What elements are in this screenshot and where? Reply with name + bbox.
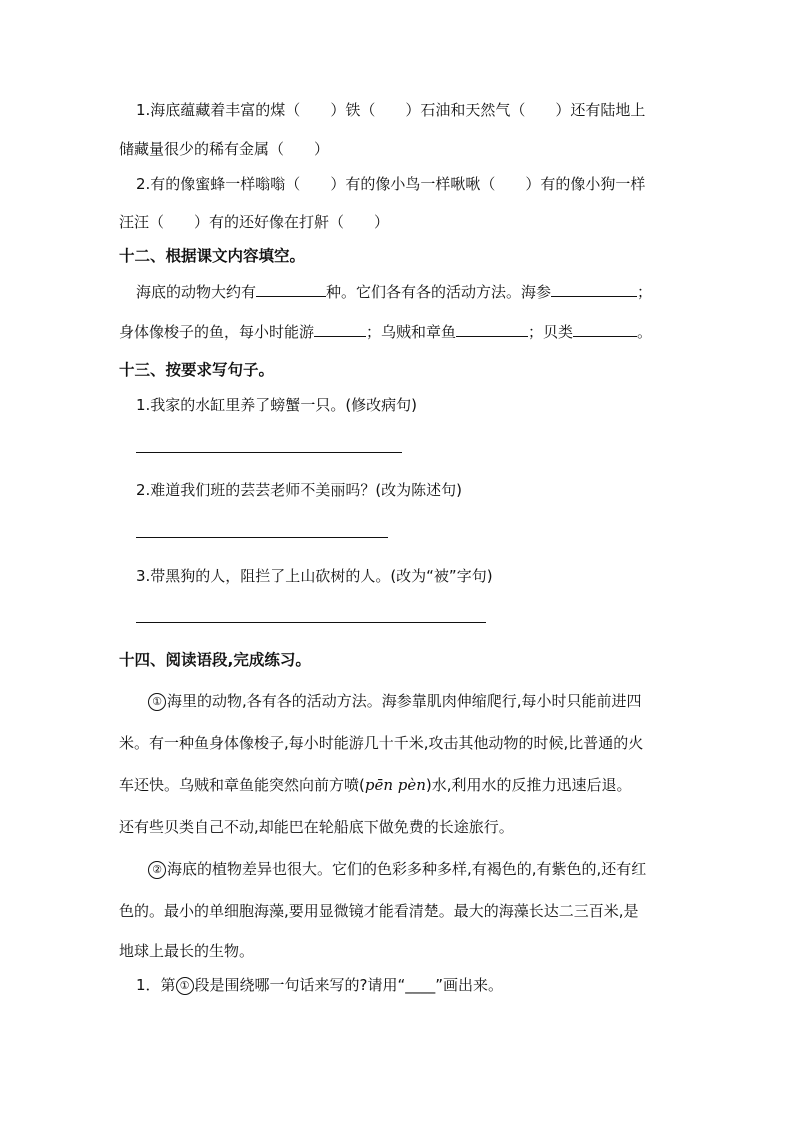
blank-squid-octopus[interactable] — [456, 321, 528, 337]
q12-text-1a: 海底的动物大约有 — [136, 283, 257, 301]
passage-para1-line1 — [148, 691, 642, 711]
q11-2-line2: 汪汪（ ）有的还好像在打鼾（ ） — [119, 213, 390, 231]
q13-3: 3.带黑狗的人，阻拦了上山砍树的人。(改为“被”字句) — [136, 567, 493, 585]
answer-line-q13-1[interactable] — [136, 452, 402, 453]
q14-1 — [136, 975, 503, 995]
passage-para1-line4: 还有些贝类自己不动,却能巴在轮船底下做免费的长途旅行。 — [119, 818, 514, 836]
passage-para2-line3: 地球上最长的生物。 — [119, 942, 255, 960]
passage-para2-line2: 色的。最小的单细胞海藻,要用显微镜才能看清楚。最大的海藻长达二三百米,是 — [119, 902, 639, 920]
q12-text-2b: ；乌贼和章鱼 — [366, 323, 457, 341]
q12-line2 — [119, 321, 652, 342]
q12-line1 — [136, 281, 652, 302]
q13-2: 2.难道我们班的芸芸老师不美丽吗？(改为陈述句) — [136, 481, 463, 499]
blank-animal-count[interactable] — [256, 281, 326, 297]
q12-text-2a: 身体像梭子的鱼，每小时能游 — [119, 323, 315, 341]
para1-line3-text-b: )水,利用水的反推力迅速后退。 — [425, 776, 632, 794]
passage-para1-line2: 米。有一种鱼身体像梭子,每小时能游几十千米,攻击其他动物的时候,比普通的火 — [119, 734, 644, 752]
para2-number: ② — [148, 861, 166, 879]
answer-line-q13-2[interactable] — [136, 537, 388, 538]
blank-shellfish[interactable] — [573, 321, 637, 337]
para1-number: ① — [148, 693, 166, 711]
section-14-heading: 十四、阅读语段,完成练习。 — [119, 651, 311, 669]
q11-2-line1: 2.有的像蜜蜂一样嗡嗡（ ）有的像小鸟一样啾啾（ ）有的像小狗一样 — [136, 175, 646, 193]
q12-text-1c: ； — [637, 283, 653, 301]
q14-1-text-a: 1．第 — [136, 976, 176, 994]
section-13-heading: 十三、按要求写句子。 — [119, 361, 275, 379]
q14-1-text-b: 段是围绕哪一句话来写的?请用“____”画出来。 — [194, 976, 504, 994]
answer-line-q13-3[interactable] — [136, 622, 486, 623]
q12-text-2d: 。 — [637, 323, 653, 341]
q11-1-line1: 1.海底蕴藏着丰富的煤（ ）铁（ ）石油和天然气（ ）还有陆地上 — [136, 101, 646, 119]
q13-1: 1.我家的水缸里养了螃蟹一只。(修改病句) — [136, 396, 418, 414]
q12-text-1b: 种。它们各有各的活动方法。海参 — [326, 283, 552, 301]
pinyin-options: pēn pèn — [364, 776, 426, 794]
q14-1-para-number: ① — [176, 977, 194, 995]
section-12-heading: 十二、根据课文内容填空。 — [119, 247, 306, 265]
passage-para2-line1 — [148, 859, 646, 879]
passage-para1-line3 — [119, 775, 632, 795]
para2-line1-text: 海底的植物差异也很大。它们的色彩多种多样,有褐色的,有紫色的,还有红 — [167, 860, 647, 878]
q12-text-2c: ；贝类 — [528, 323, 574, 341]
blank-sea-cucumber[interactable] — [551, 281, 637, 297]
para1-line1-text: 海里的动物,各有各的活动方法。海参靠肌肉伸缩爬行,每小时只能前进四 — [167, 692, 642, 710]
q11-1-line2: 储藏量很少的稀有金属（ ） — [119, 140, 330, 158]
para1-line3-text-a: 车还快。乌贼和章鱼能突然向前方喷( — [119, 776, 365, 794]
blank-fish-speed[interactable] — [314, 321, 366, 337]
